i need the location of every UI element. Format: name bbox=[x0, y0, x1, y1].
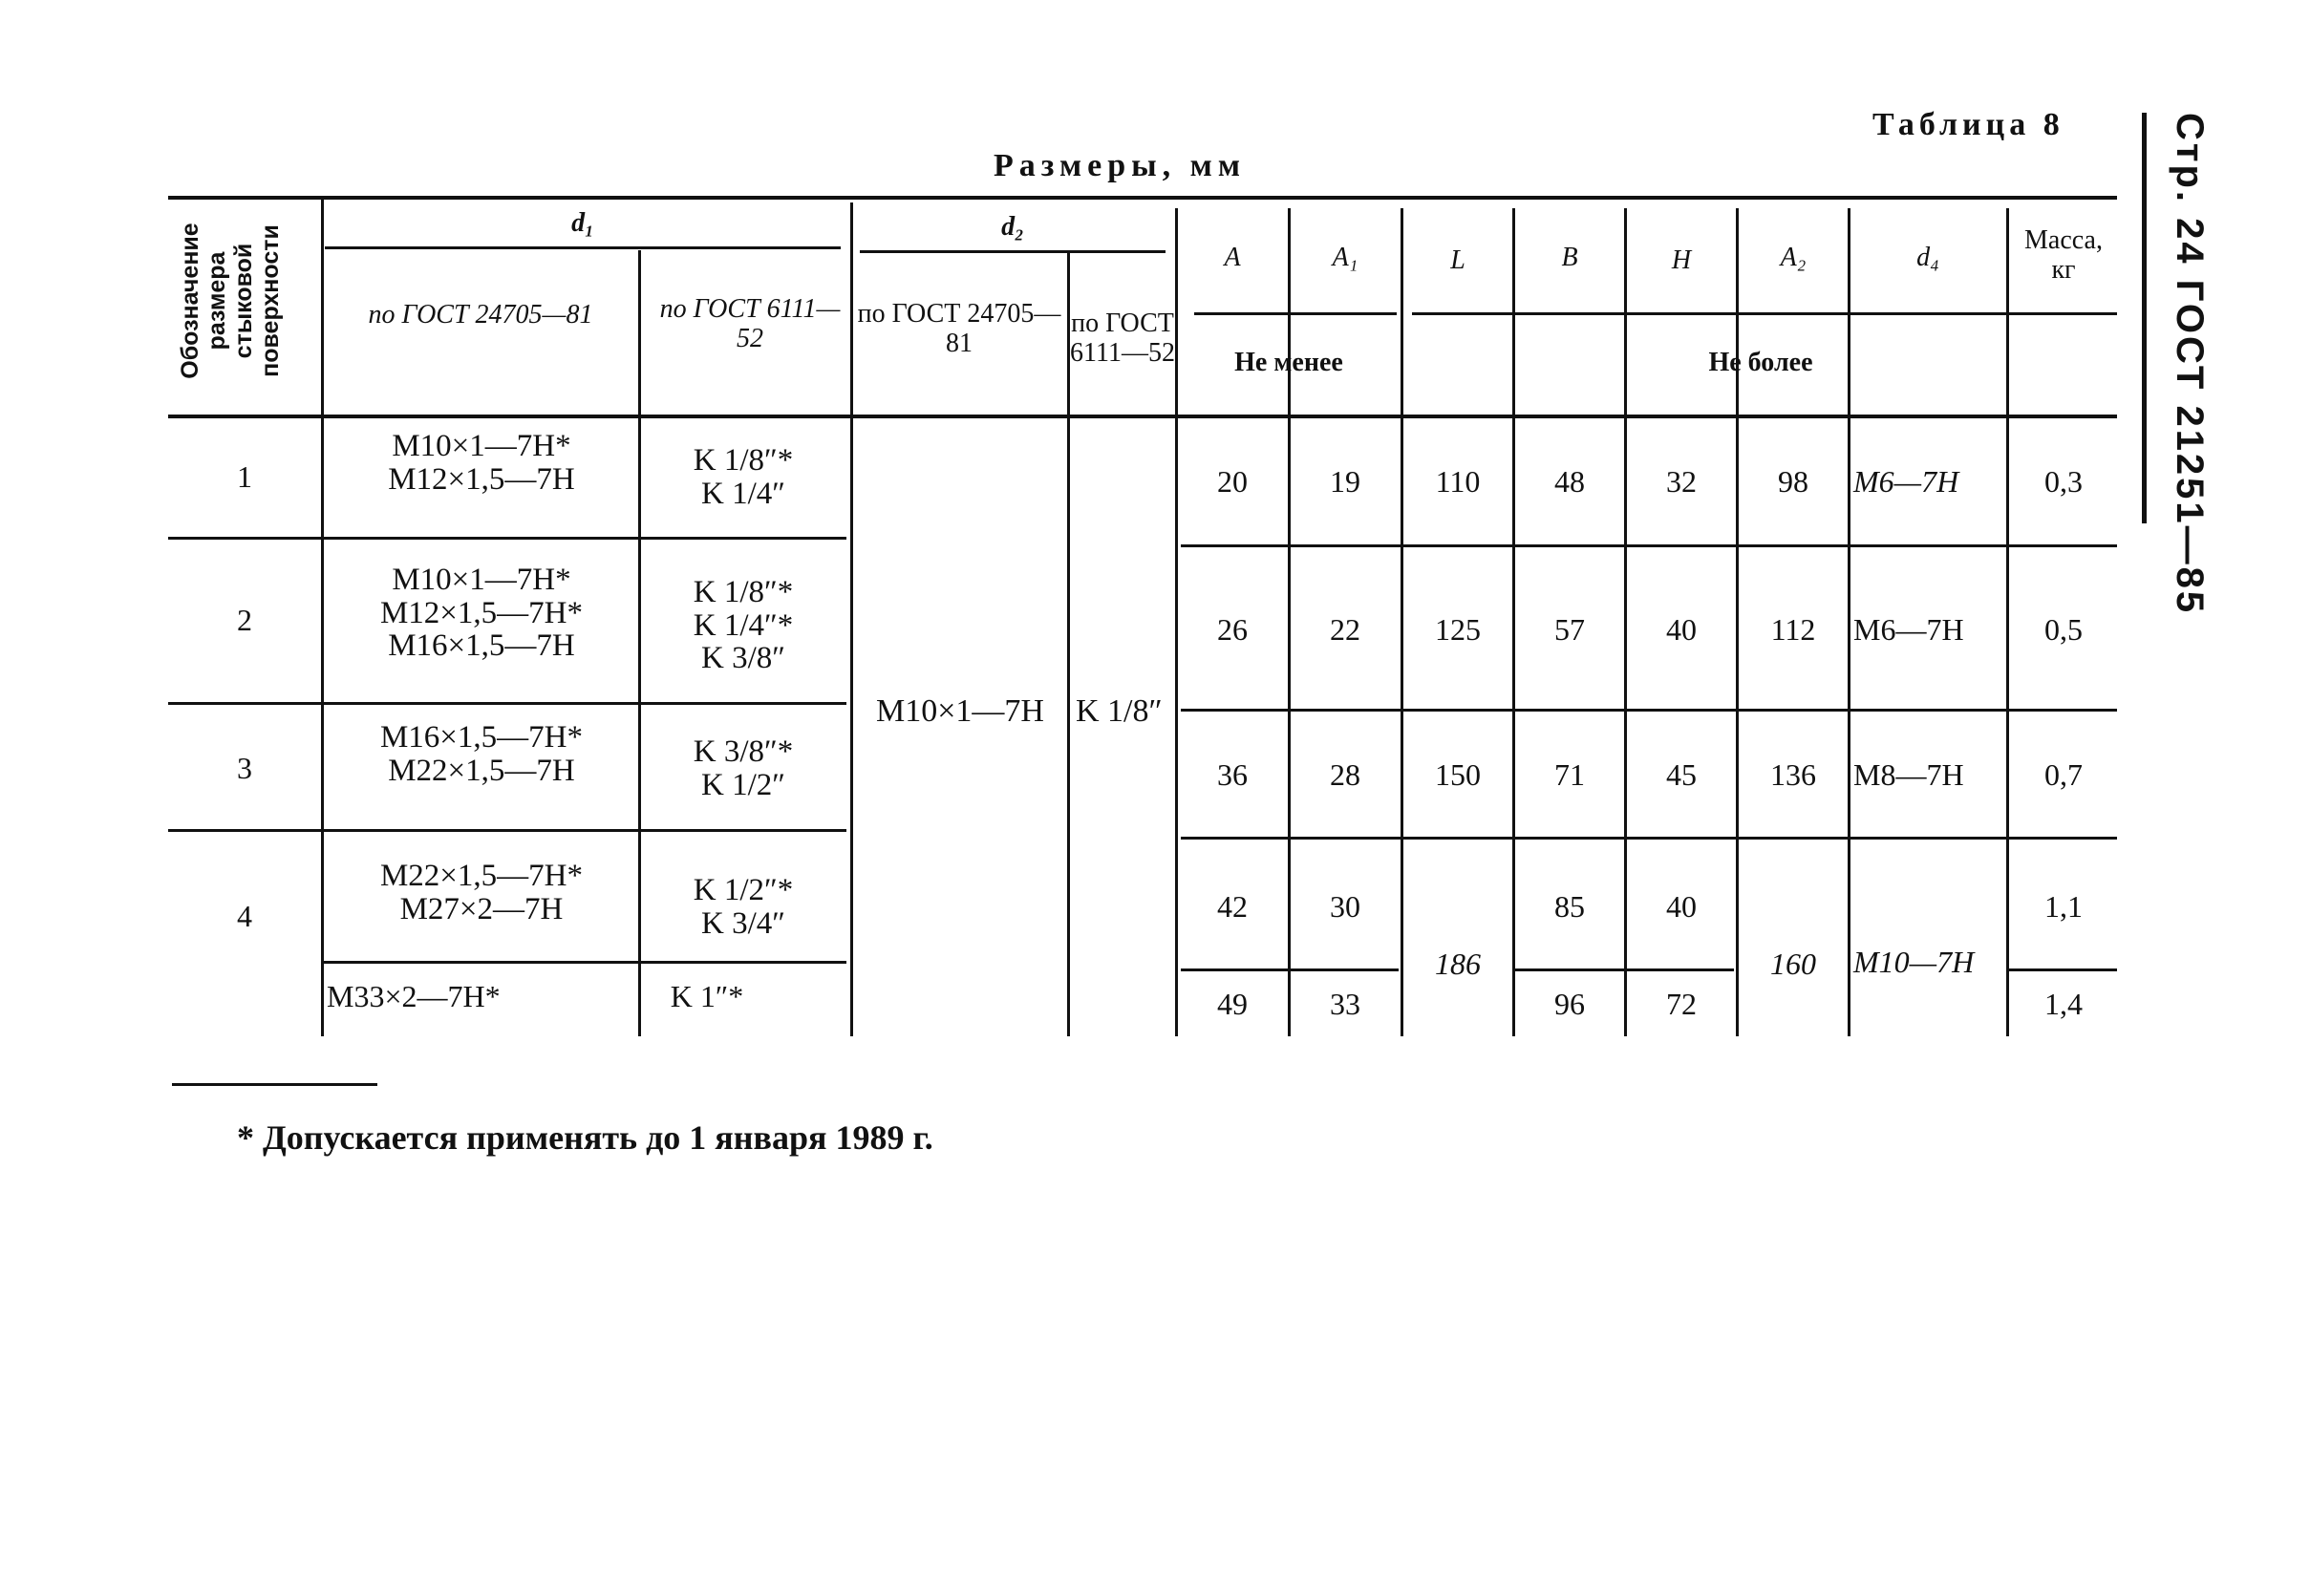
row-d1-gost6111: K 1″* bbox=[670, 979, 744, 1014]
cell-L: 125 bbox=[1435, 612, 1481, 648]
thread-value: K 1/2″* bbox=[693, 873, 794, 908]
cell-H: 72 bbox=[1666, 987, 1697, 1022]
not-more-rule bbox=[1412, 312, 2117, 315]
sub-row-rule bbox=[323, 961, 846, 964]
row-rule bbox=[168, 537, 846, 540]
cell-H: 40 bbox=[1666, 612, 1697, 648]
d2-gost6111-merged: K 1/8″ bbox=[1076, 693, 1163, 730]
cell-mass: 0,5 bbox=[2044, 612, 2083, 648]
cell-mass: 0,7 bbox=[2044, 757, 2083, 793]
not-more-header: Не более bbox=[1708, 347, 1813, 377]
cell-L: 110 bbox=[1435, 464, 1481, 500]
sub-row-rule-BH bbox=[1514, 968, 1734, 971]
thread-value: M22×1,5—7H bbox=[388, 753, 575, 788]
cell-B: 96 bbox=[1554, 987, 1585, 1022]
running-header bbox=[2123, 113, 2237, 616]
cell-A: 49 bbox=[1217, 987, 1248, 1022]
d2-gost24705-header: по ГОСТ 24705—81 bbox=[857, 299, 1061, 358]
cell-A2-merged: 160 bbox=[1770, 947, 1816, 982]
cell-A1: 28 bbox=[1330, 757, 1360, 793]
row-d1-gost24705 bbox=[327, 564, 636, 688]
cell-A2: 136 bbox=[1770, 757, 1816, 793]
H-header: H bbox=[1671, 245, 1692, 275]
cell-A1: 33 bbox=[1330, 987, 1360, 1022]
col-rule bbox=[1401, 208, 1403, 1036]
thread-value: M16×1,5—7H* bbox=[379, 720, 584, 755]
table-number: Таблица 8 bbox=[1872, 107, 2064, 142]
cell-mass: 1,1 bbox=[2044, 889, 2083, 925]
cell-d4-merged: M10—7H bbox=[1853, 945, 1975, 980]
d1-gost6111-header: по ГОСТ 6111—52 bbox=[659, 294, 841, 353]
designation-header: Обозначение размера стыковой поверхности bbox=[177, 223, 284, 379]
row-rule bbox=[1181, 709, 2117, 712]
cell-d4: M6—7H bbox=[1853, 612, 1964, 648]
running-header-rule bbox=[2142, 113, 2147, 523]
cell-H: 40 bbox=[1666, 889, 1697, 925]
cell-H: 45 bbox=[1666, 757, 1697, 793]
cell-A1: 22 bbox=[1330, 612, 1360, 648]
thread-value: M27×2—7H bbox=[399, 891, 564, 926]
thread-value: M16×1,5—7H bbox=[388, 628, 575, 664]
cell-L-merged: 186 bbox=[1435, 947, 1481, 982]
running-header-text: Стр. 24 ГОСТ 21251—85 bbox=[2169, 113, 2211, 616]
sub-row-rule-mass bbox=[2008, 968, 2117, 971]
thread-value: K 1/8″* bbox=[693, 575, 794, 610]
mass-header: Масса, кг bbox=[2024, 225, 2103, 285]
cell-L: 150 bbox=[1435, 757, 1481, 793]
thread-value: K 1/4″* bbox=[693, 607, 794, 643]
row-d1-gost24705 bbox=[327, 721, 636, 817]
d1-gost24705-header: по ГОСТ 24705—81 bbox=[368, 299, 593, 330]
L-header: L bbox=[1450, 245, 1465, 275]
col-rule bbox=[321, 196, 324, 1036]
cell-A: 26 bbox=[1217, 612, 1248, 648]
footnote: * Допускается применять до 1 января 1989 г. bbox=[237, 1118, 933, 1157]
d2-gost24705-merged: M10×1—7H bbox=[876, 693, 1044, 730]
A2-header: A₂ bbox=[1780, 242, 1807, 272]
not-less-rule bbox=[1194, 312, 1397, 315]
cell-A1: 30 bbox=[1330, 889, 1360, 925]
footnote-rule bbox=[172, 1083, 377, 1086]
cell-B: 57 bbox=[1554, 612, 1585, 648]
cell-A: 20 bbox=[1217, 464, 1248, 500]
row-d1-gost6111 bbox=[640, 860, 846, 955]
row-designation: 4 bbox=[237, 899, 252, 934]
sub-row-rule-A bbox=[1181, 968, 1399, 971]
cell-mass: 0,3 bbox=[2044, 464, 2083, 500]
row-d1-gost6111 bbox=[640, 721, 846, 817]
cell-B: 71 bbox=[1554, 757, 1585, 793]
row-rule bbox=[1181, 837, 2117, 840]
d4-header: d₄ bbox=[1916, 242, 1939, 272]
cell-A: 42 bbox=[1217, 889, 1248, 925]
row-d1-gost6111 bbox=[640, 564, 846, 688]
cell-A2: 112 bbox=[1770, 612, 1816, 648]
cell-H: 32 bbox=[1666, 464, 1697, 500]
cell-A2: 98 bbox=[1778, 464, 1808, 500]
row-d1-gost6111 bbox=[640, 430, 846, 525]
thread-value: M12×1,5—7H bbox=[388, 461, 575, 497]
thread-value: M10×1—7H* bbox=[392, 563, 571, 597]
d1-subheader-rule bbox=[325, 246, 841, 249]
row-d1-gost24705: M33×2—7H* bbox=[327, 979, 501, 1014]
cell-A1: 19 bbox=[1330, 464, 1360, 500]
cell-B: 85 bbox=[1554, 889, 1585, 925]
row-rule bbox=[168, 702, 846, 705]
cell-B: 48 bbox=[1554, 464, 1585, 500]
row-rule bbox=[1181, 544, 2117, 547]
header-bottom-rule bbox=[168, 415, 2117, 418]
row-designation: 3 bbox=[237, 751, 252, 786]
d1-header: d₁ bbox=[571, 207, 594, 238]
cell-d4: M6—7H bbox=[1853, 464, 1959, 500]
A-header: A bbox=[1224, 242, 1241, 272]
thread-value: K 3/8″ bbox=[701, 641, 785, 676]
row-rule bbox=[168, 829, 846, 832]
thread-value: K 1/4″ bbox=[701, 477, 785, 511]
units-caption: Размеры, мм bbox=[994, 148, 1246, 183]
thread-value: M22×1,5—7H* bbox=[379, 859, 584, 893]
thread-value: K 1/2″ bbox=[701, 768, 785, 802]
cell-A: 36 bbox=[1217, 757, 1248, 793]
d2-subheader-rule bbox=[860, 250, 1166, 253]
d2-gost6111-header: по ГОСТ 6111—52 bbox=[1070, 309, 1175, 368]
cell-d4: M8—7H bbox=[1853, 757, 1964, 793]
row-designation: 1 bbox=[237, 459, 252, 495]
B-header: B bbox=[1561, 242, 1578, 272]
row-d1-gost24705 bbox=[327, 430, 636, 525]
table-top-rule bbox=[168, 196, 2117, 200]
thread-value: M10×1—7H* bbox=[392, 429, 571, 463]
row-d1-gost24705 bbox=[327, 860, 636, 955]
row-designation: 2 bbox=[237, 603, 252, 638]
cell-mass: 1,4 bbox=[2044, 987, 2083, 1022]
thread-value: K 1/8″* bbox=[693, 443, 794, 479]
thread-value: M12×1,5—7H* bbox=[379, 595, 584, 630]
not-less-header: Не менее bbox=[1234, 347, 1343, 377]
A1-header: A₁ bbox=[1332, 242, 1358, 272]
d2-header: d₂ bbox=[1001, 211, 1024, 242]
col-rule bbox=[1175, 208, 1178, 1036]
thread-value: K 3/8″* bbox=[693, 734, 794, 770]
thread-value: K 3/4″ bbox=[701, 906, 785, 941]
